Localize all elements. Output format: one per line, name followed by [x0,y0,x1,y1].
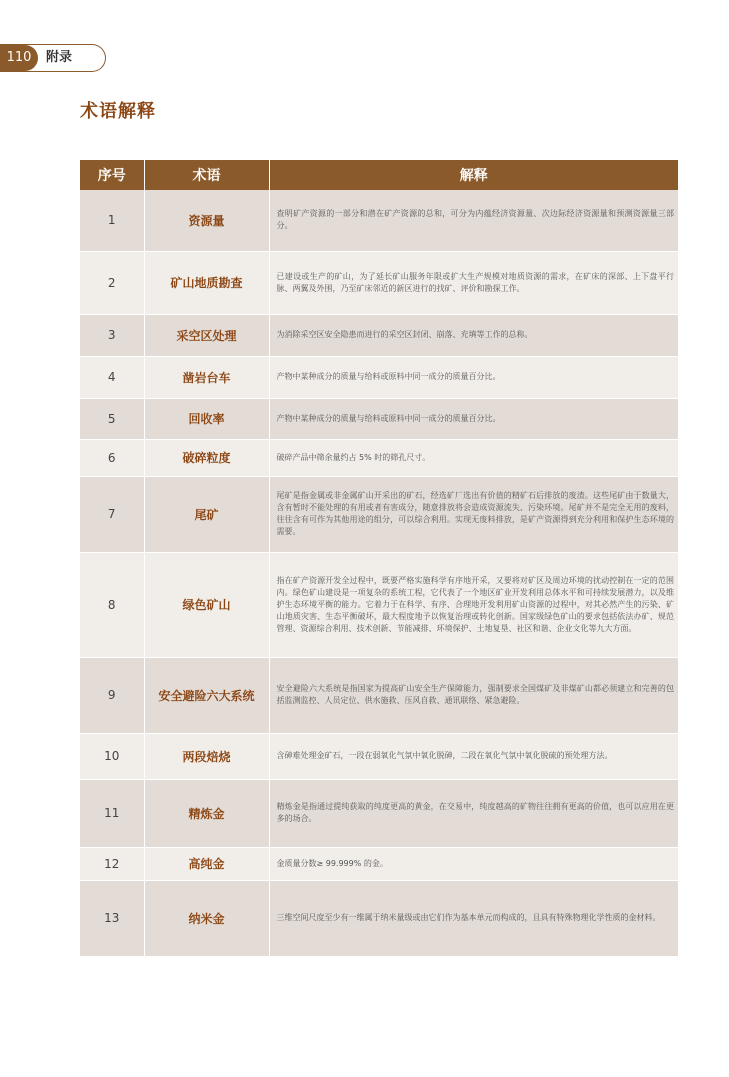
row-number: 1 [80,190,144,251]
row-term: 矿山地质勘查 [144,251,269,314]
row-definition: 金质量分数≥ 99.999% 的金。 [269,847,678,880]
table-row [80,779,678,847]
row-term: 凿岩台车 [144,356,269,398]
row-number: 7 [80,476,144,552]
row-term: 破碎粒度 [144,439,269,476]
row-number: 5 [80,398,144,439]
table-row [80,314,678,356]
table-row [80,847,678,880]
row-number: 4 [80,356,144,398]
row-number: 3 [80,314,144,356]
section-label: 附录 [46,50,73,65]
row-term: 高纯金 [144,847,269,880]
row-definition: 查明矿产资源的一部分和潜在矿产资源的总和，可分为内蕴经济资源量、次边际经济资源量和预测资源量三部分。 [269,190,678,251]
row-term: 尾矿 [144,476,269,552]
row-number: 6 [80,439,144,476]
row-term: 资源量 [144,190,269,251]
row-number: 2 [80,251,144,314]
row-term: 安全避险六大系统 [144,657,269,733]
row-definition: 安全避险六大系统是指国家为提高矿山安全生产保障能力，强制要求全国煤矿及非煤矿山都必须建立和完善的包括监测监控、人员定位、供水施救、压风自救、通讯联络、紧急避险。 [269,657,678,733]
table-row [80,190,678,251]
table-row [80,356,678,398]
table-row [80,733,678,779]
table-row [80,880,678,956]
row-term: 绿色矿山 [144,552,269,657]
table-row [80,552,678,657]
row-definition: 已建设或生产的矿山，为了延长矿山服务年限或扩大生产规模对地质资源的需求，在矿床的深部、上下盘平行脉、两翼及外围，乃至矿床邻近的新区进行的找矿、评价和勘探工作。 [269,251,678,314]
row-number: 10 [80,733,144,779]
table-row [80,398,678,439]
row-term: 采空区处理 [144,314,269,356]
row-definition: 产物中某种成分的质量与给料或原料中同一成分的质量百分比。 [269,398,678,439]
terms-table [80,160,678,957]
row-definition: 精炼金是指通过提纯获取的纯度更高的黄金，在交易中，纯度越高的矿物往往拥有更高的价值，也可以应用在更多的场合。 [269,779,678,847]
page-header-tab [0,44,106,72]
row-number: 8 [80,552,144,657]
row-term: 两段焙烧 [144,733,269,779]
row-number: 11 [80,779,144,847]
row-definition: 破碎产品中筛余量约占 5% 时的筛孔尺寸。 [269,439,678,476]
table-header-row [80,160,678,190]
row-definition: 三维空间尺度至少有一维属于纳米量级或由它们作为基本单元而构成的，且具有特殊物理化学性质的金材料。 [269,880,678,956]
row-term: 回收率 [144,398,269,439]
row-number: 12 [80,847,144,880]
table-row [80,657,678,733]
row-definition: 产物中某种成分的质量与给料或原料中同一成分的质量百分比。 [269,356,678,398]
header-definition: 解释 [269,160,678,190]
table-row [80,251,678,314]
row-term: 纳米金 [144,880,269,956]
row-term: 精炼金 [144,779,269,847]
row-number: 9 [80,657,144,733]
table-row [80,439,678,476]
row-definition: 为消除采空区安全隐患而进行的采空区封闭、崩落、充填等工作的总称。 [269,314,678,356]
row-definition: 尾矿是指金属或非金属矿山开采出的矿石，经选矿厂选出有价值的精矿石后排放的废渣。这些尾矿由于数量大，含有暂时不能处理的有用或者有害成分，随意排放将会造成资源流失、污染环境。尾矿并不是完全无用的废料，往往含有可作为其他用途的组分，可以综合利用。实现无废料排放，是矿产资源得到充分利用和保护生态环境的需要。 [269,476,678,552]
header-number: 序号 [80,160,144,190]
row-number: 13 [80,880,144,956]
row-definition: 指在矿产资源开发全过程中，既要严格实施科学有序地开采，又要将对矿区及周边环境的扰动控制在一定的范围内。绿色矿山建设是一项复杂的系统工程，它代表了一个地区矿业开发利用总体水平和可持续发展潜力，以及维护生态环境平衡的能力。它着力于在科学、有序、合理地开发利用矿山资源的过程中，对其必然产生的污染、矿山地质灾害、生态平衡破坏，最大程度地予以恢复治理或转化创新。国家级绿色矿山的要求包括依法办矿、规范管理、资源综合利用、技术创新、节能减排、环境保护、土地复垦、社区和谐、企业文化等九大方面。 [269,552,678,657]
row-definition: 含砷难处理金矿石，一段在弱氧化气氛中氧化脱砷，二段在氧化气氛中氧化脱硫的预处理方法。 [269,733,678,779]
page-title: 术语解释 [80,101,156,122]
header-term: 术语 [144,160,269,190]
page-number: 110 [0,45,38,71]
table-row [80,476,678,552]
